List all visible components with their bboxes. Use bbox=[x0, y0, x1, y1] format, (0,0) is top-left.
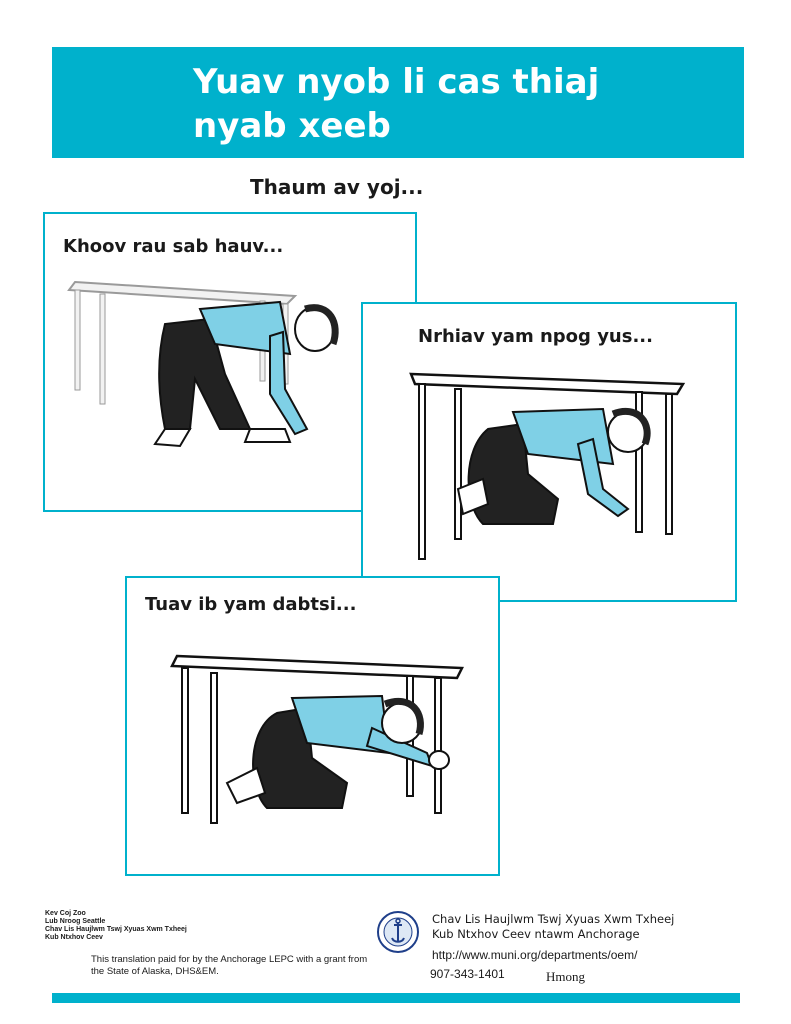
small-line-4: Kub Ntxhov Ceev bbox=[45, 934, 103, 941]
cover-illustration bbox=[363, 304, 735, 600]
table-figure bbox=[411, 374, 683, 559]
language-label: Hmong bbox=[546, 969, 585, 984]
page-title bbox=[193, 60, 599, 148]
small-line-3: Chav Lis Haujlwm Tswj Xyuas Xwm Txheej bbox=[45, 926, 187, 933]
translation-credit: This translation paid for by the Anchorage LEPC with a grant from the State of Alaska, DHS&EM. bbox=[91, 954, 368, 977]
person-figure bbox=[458, 409, 648, 524]
person-figure bbox=[155, 302, 335, 446]
panel-cover bbox=[361, 302, 737, 602]
small-line-2: Lub Nroog Seattle bbox=[45, 918, 106, 925]
panel-drop-label: Khoov rau sab hauv... bbox=[63, 236, 284, 257]
footer-bar bbox=[52, 993, 740, 1003]
anchorage-seal-icon bbox=[376, 910, 420, 954]
hold-illustration bbox=[127, 578, 498, 874]
panel-hold bbox=[125, 576, 500, 876]
title-line-1: Yuav nyob li cas thiaj bbox=[193, 62, 600, 102]
panel-hold-label: Tuav ib yam dabtsi... bbox=[145, 594, 357, 615]
office-name bbox=[432, 912, 674, 942]
panel-cover-label: Nrhiav yam npog yus... bbox=[418, 326, 653, 347]
office-name-line-1: Chav Lis Haujlwm Tswj Xyuas Xwm Txheej bbox=[432, 912, 675, 926]
office-name-line-2: Kub Ntxhov Ceev ntawm Anchorage bbox=[432, 927, 640, 941]
drop-illustration bbox=[45, 214, 415, 510]
small-line-1: Kev Coj Zoo bbox=[45, 910, 86, 917]
page-subtitle: Thaum av yoj... bbox=[250, 175, 424, 199]
website-link[interactable]: http://www.muni.org/departments/oem/ bbox=[432, 948, 638, 962]
phone-number: 907-343-1401 bbox=[430, 967, 505, 981]
agency-credit-lines bbox=[45, 910, 187, 942]
person-figure bbox=[227, 696, 449, 808]
title-line-2: nyab xeeb bbox=[193, 106, 391, 146]
